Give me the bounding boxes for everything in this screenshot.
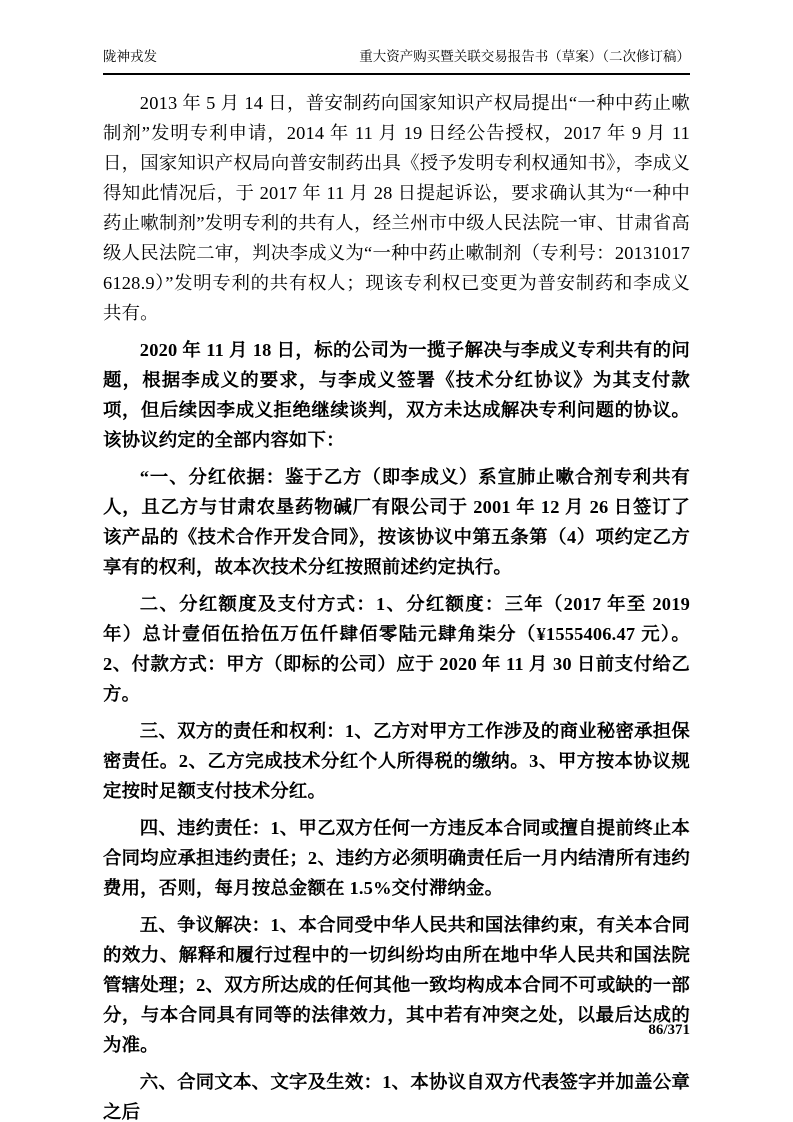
paragraph: 二、分红额度及支付方式：1、分红额度：三年（2017 年至 2019 年）总计壹佰伍拾伍万伍仟肆佰零陆元肆角柒分（¥1555406.47 元）。2、付款方式：甲方（即标的公司）应于 2020 年 11 月 30 日前支付给乙方。	[103, 594, 690, 704]
header-right-report-title: 重大资产购买暨关联交易报告书（草案）（二次修订稿）	[359, 49, 690, 64]
page-header	[103, 48, 690, 75]
page-footer	[648, 1021, 690, 1039]
document-body	[103, 88, 690, 1122]
paragraph: 四、违约责任：1、甲乙双方任何一方违反本合同或擅自提前终止本合同均应承担违约责任；2、违约方必须明确责任后一月内结清所有违约费用，否则，每月按总金额在 1.5%交付滞纳金。	[103, 818, 690, 898]
paragraph: 六、合同文本、文字及生效：1、本协议自双方代表签字并加盖公章之后	[103, 1072, 690, 1122]
paragraph: 2013 年 5 月 14 日，普安制药向国家知识产权局提出“一种中药止嗽制剂”发明专利申请，2014 年 11 月 19 日经公告授权，2017 年 9 月 11 日，国家知识产权局向普安制药出具《授予发明专利权通知书》，李成义得知此情况后，于 2017 年 11 月 28 日提起诉讼，要求确认其为“一种中药止嗽制剂”发明专利的共有人，经兰州市中级人民法院一审、甘肃省高级人民法院二审，判决李成义为“一种中药止嗽制剂（专利号：201310176128.9）”发明专利的共有权人；现该专利权已变更为普安制药和李成义共有。	[103, 93, 690, 323]
header-left-company-name: 陇神戎发	[103, 49, 157, 64]
paragraph: 五、争议解决：1、本合同受中华人民共和国法律约束，有关本合同的效力、解释和履行过程中的一切纠纷均由所在地中华人民共和国法院管辖处理；2、双方所达成的任何其他一致均构成本合同不可或缺的一部分，与本合同具有同等的法律效力，其中若有冲突之处，以最后达成的为准。	[103, 915, 690, 1055]
paragraph: 2020 年 11 月 18 日，标的公司为一揽子解决与李成义专利共有的问题，根据李成义的要求，与李成义签署《技术分红协议》为其支付款项，但后续因李成义拒绝继续谈判，双方未达成解决专利问题的协议。该协议约定的全部内容如下：	[103, 340, 690, 450]
page-number: 86/371	[648, 1022, 690, 1038]
paragraph: “一、分红依据：鉴于乙方（即李成义）系宣肺止嗽合剂专利共有人，且乙方与甘肃农垦药物碱厂有限公司于 2001 年 12 月 26 日签订了该产品的《技术合作开发合同》，按该协议中第五条第（4）项约定乙方享有的权利，故本次技术分红按照前述约定执行。	[103, 467, 690, 577]
paragraph: 三、双方的责任和权利：1、乙方对甲方工作涉及的商业秘密承担保密责任。2、乙方完成技术分红个人所得税的缴纳。3、甲方按本协议规定按时足额支付技术分红。	[103, 721, 690, 801]
